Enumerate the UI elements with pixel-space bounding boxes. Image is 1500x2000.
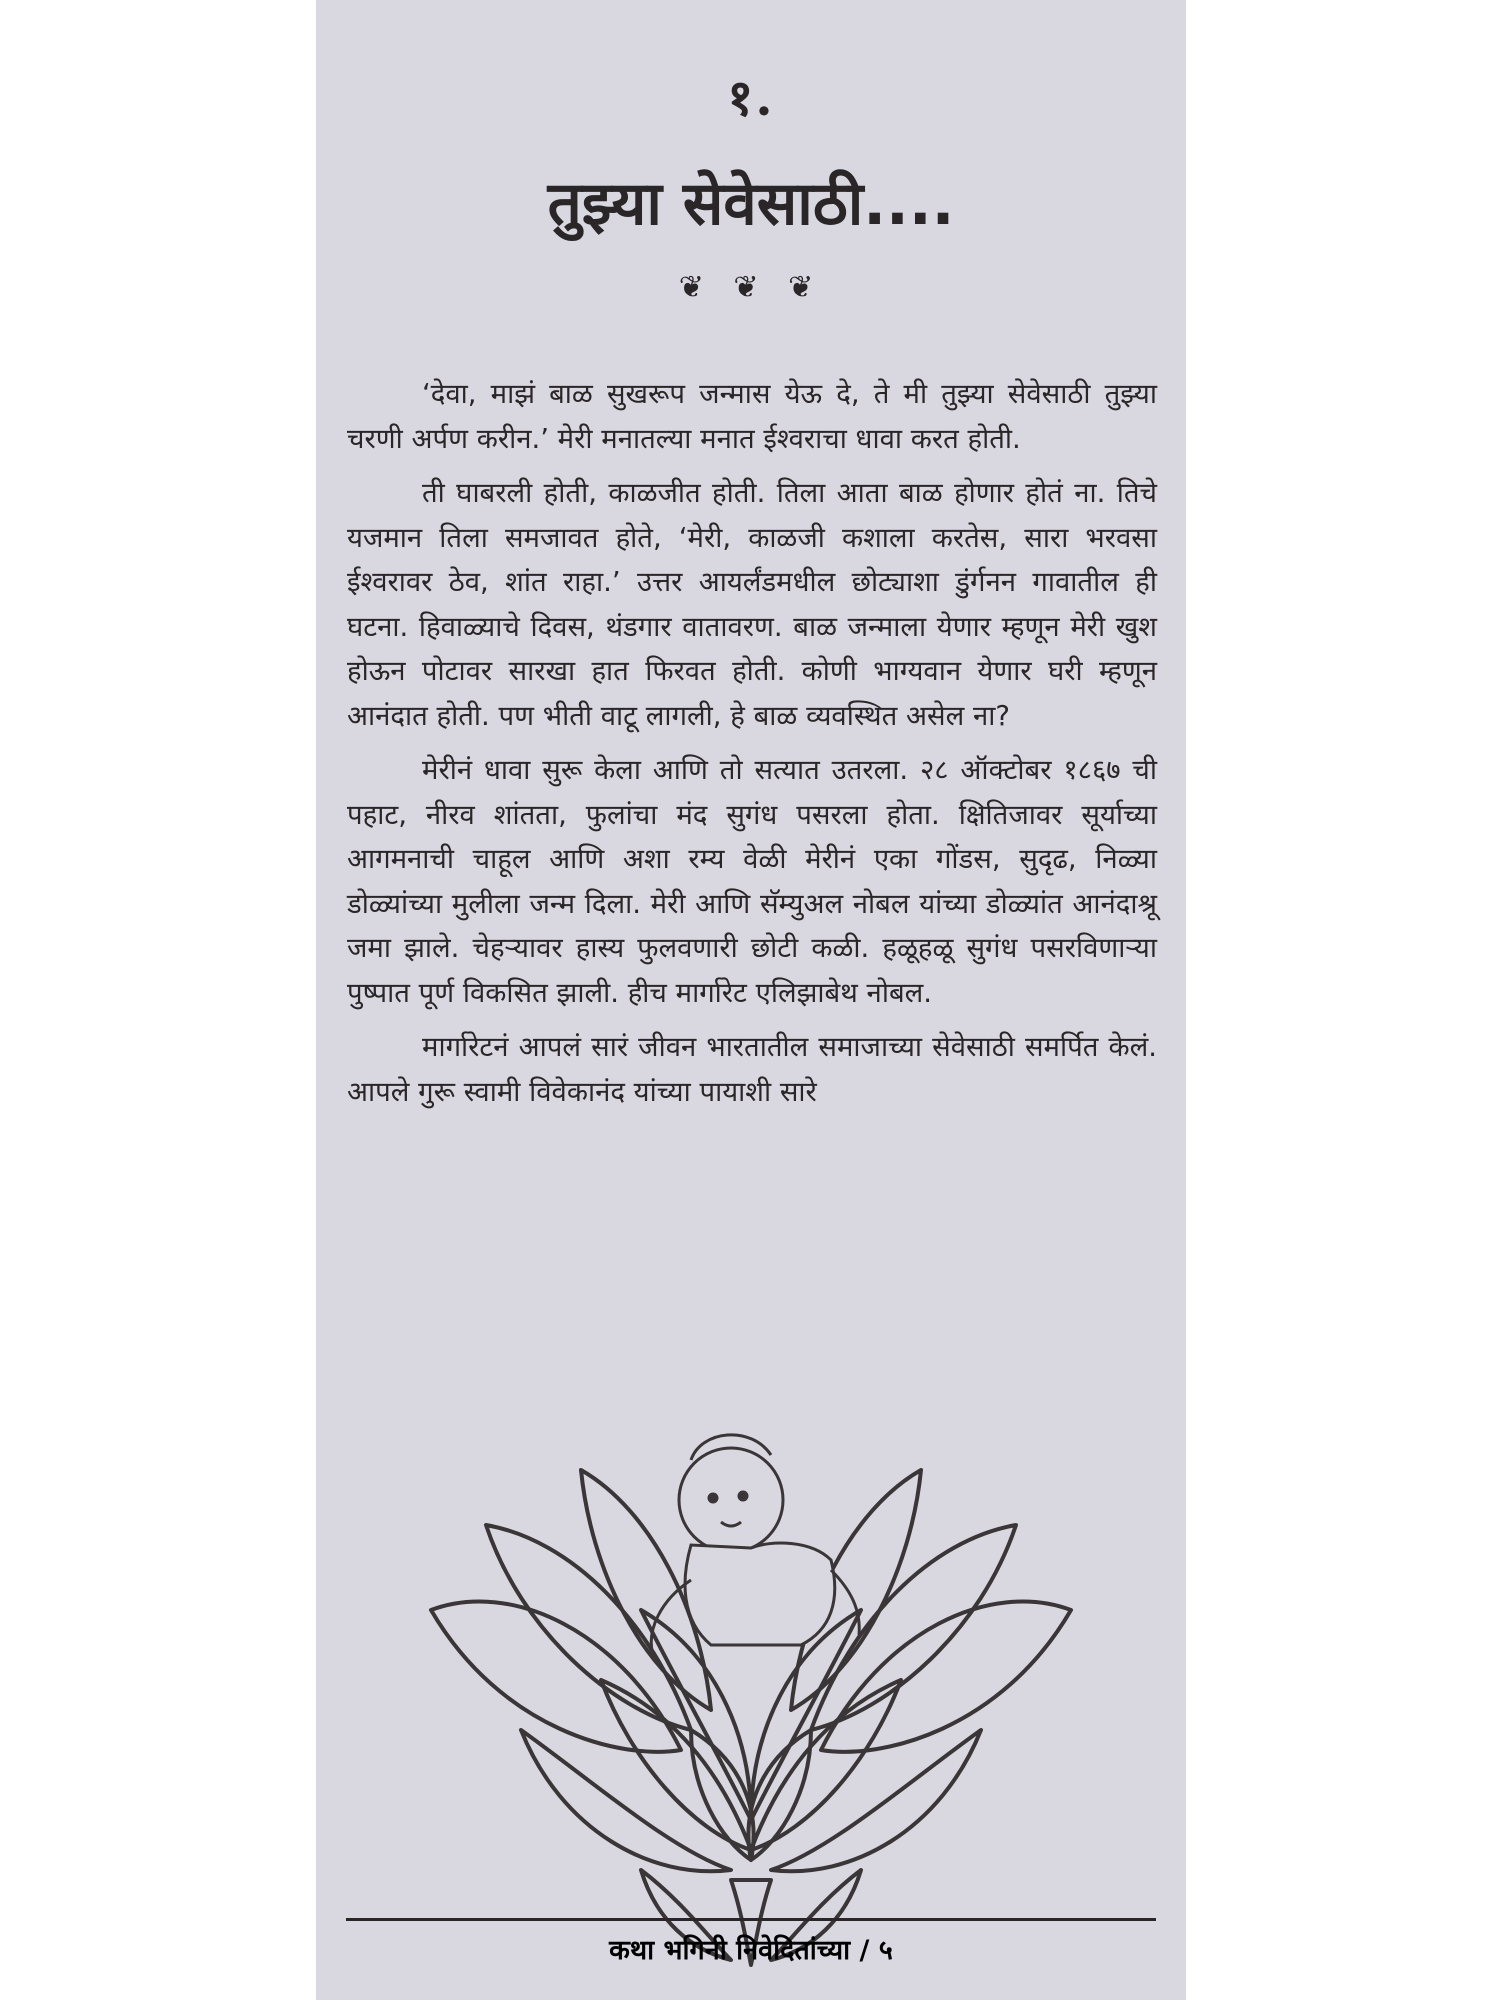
baby-icon xyxy=(651,1435,859,1655)
paragraph: मार्गारेटनं आपलं सारं जीवन भारतातील समाजाच्या सेवेसाठी समर्पित केलं. आपले गुरू स्वामी विवेकानंद यांच्या पायाशी सारे xyxy=(347,1031,1157,1108)
footer-divider xyxy=(346,1918,1156,1921)
lotus-baby-illustration xyxy=(391,1430,1111,1990)
paragraph: मेरीनं धावा सुरू केला आणि तो सत्यात उतरला. २८ ऑक्टोबर १८६७ ची पहाट, नीरव शांतता, फुलांचा मंद सुगंध पसरला होता. क्षितिजावर सूर्याच्या आगमनाची चाहूल आणि अशा रम्य वेळी मेरीनं एका गोंडस, सुदृढ, निळ्या डोळ्यांच्या मुलीला जन्म दिला. मेरी आणि सॅम्युअल नोबल यांच्या डोळ्यांत आनंदाश्रू जमा झाले. चेहऱ्यावर हास्य फुलवणारी छोटी कळी. हळूहळू सुगंध पसरविणाऱ्या पुष्पात पूर्ण विकसित झाली. हीच मार्गारेट एलिझाबेथ नोबल. xyxy=(347,754,1157,1009)
decorative-ornament: ❦ ❦ ❦ xyxy=(678,270,824,305)
book-page xyxy=(316,0,1186,2000)
body-text xyxy=(347,372,1157,1124)
chapter-title: तुझ्या सेवेसाठी.... xyxy=(547,169,955,239)
footer-page-label: कथा भगिनी निवेदितांच्या / ५ xyxy=(609,1935,893,1966)
paragraph: ती घाबरली होती, काळजीत होती. तिला आता बाळ होणार होतं ना. तिचे यजमान तिला समजावत होते, ‘मेरी, काळजी कशाला करतेस, सारा भरवसा ईश्वरावर ठेव, शांत राहा.’ उत्तर आयर्लंडमधील छोट्याशा डुंर्गनन गावातील ही घटना. हिवाळ्याचे दिवस, थंडगार वातावरण. बाळ जन्माला येणार म्हणून मेरी खुश होऊन पोटावर सारखा हात फिरवत होती. कोणी भाग्यवान येणार घरी म्हणून आनंदात होती. पण भीती वाटू लागली, हे बाळ व्यवस्थित असेल ना? xyxy=(347,477,1157,732)
paragraph: ‘देवा, माझं बाळ सुखरूप जन्मास येऊ दे, ते मी तुझ्या सेवेसाठी तुझ्या चरणी अर्पण करीन.’ मेरी मनातल्या मनात ईश्वराचा धावा करत होती. xyxy=(347,378,1157,455)
chapter-number: १. xyxy=(727,68,775,127)
